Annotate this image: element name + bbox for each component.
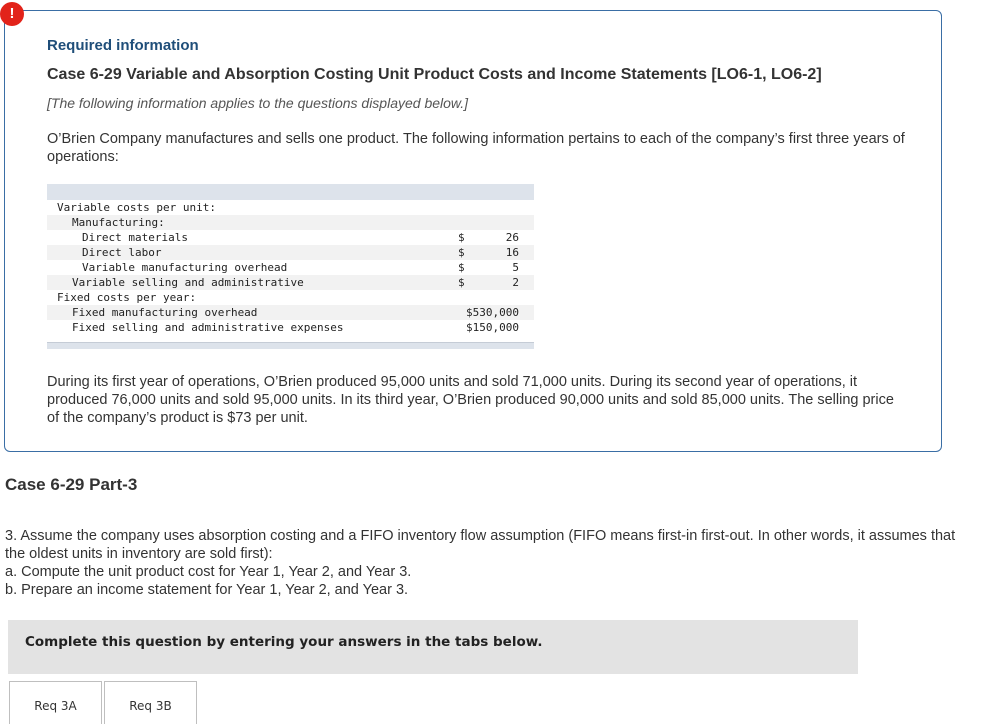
row-value: $150,000 [466, 321, 519, 334]
table-row [47, 290, 534, 305]
question-line: a. Compute the unit product cost for Year 1, Year 2, and Year 3. [5, 564, 412, 580]
table-header-bar [47, 184, 534, 200]
row-label: Fixed manufacturing overhead [72, 306, 258, 319]
case-title: Case 6-29 Variable and Absorption Costing Unit Product Costs and Income Statements [LO6-1, LO6-2] [47, 66, 822, 83]
table-row [47, 230, 534, 245]
question-text [5, 527, 965, 599]
table-row [47, 245, 534, 260]
row-label: Direct materials [82, 231, 188, 244]
tab-req-3a[interactable]: Req 3A [9, 681, 102, 724]
row-label: Variable manufacturing overhead [82, 261, 288, 274]
instructions-banner [8, 620, 858, 674]
row-value: 16 [505, 246, 519, 259]
row-currency: $ [458, 246, 465, 259]
row-currency: $ [458, 276, 465, 289]
row-value: $530,000 [466, 306, 519, 319]
part-title: Case 6-29 Part-3 [5, 475, 138, 494]
row-value: 2 [512, 276, 519, 289]
intro-paragraph: O’Brien Company manufactures and sells one product. The following information pertains to each of the company’s first three years of operations: [47, 131, 905, 165]
row-currency: $ [458, 261, 465, 274]
row-label: Direct labor [82, 246, 162, 259]
table-footer-bar [47, 342, 534, 349]
row-label: Variable selling and administrative [72, 276, 304, 289]
row-value: 26 [505, 231, 519, 244]
row-label: Variable costs per unit: [57, 201, 216, 214]
question-line: b. Prepare an income statement for Year 1, Year 2, and Year 3. [5, 582, 409, 598]
row-label: Fixed costs per year: [57, 291, 197, 304]
operations-paragraph: During its first year of operations, O’Brien produced 95,000 units and sold 71,000 units. During its second year of operations, it produced 76,000 units and sold 95,000 units. In its third year, O’Brien produced 90,000 units and sold 85,000 units. The selling price of the company’s product is $73 per unit. [47, 374, 894, 426]
instructions-text: Complete this question by entering your answers in the tabs below. [25, 634, 543, 650]
table-row [47, 200, 534, 215]
table-row [47, 320, 534, 335]
table-row [47, 260, 534, 275]
required-information-heading: Required information [47, 37, 199, 54]
row-label: Manufacturing: [72, 216, 165, 229]
tab-req-3b[interactable]: Req 3B [104, 681, 197, 724]
row-currency: $ [458, 231, 465, 244]
row-label: Fixed selling and administrative expenses [72, 321, 344, 334]
table-row [47, 275, 534, 290]
row-value: 5 [512, 261, 519, 274]
cost-table [47, 184, 534, 350]
alert-icon: ! [0, 2, 24, 26]
applies-note: [The following information applies to the questions displayed below.] [47, 95, 469, 111]
question-line: 3. Assume the company uses absorption costing and a FIFO inventory flow assumption (FIFO means first-in first-out. In other words, it assumes that the oldest units in inventory are sold first): [5, 528, 956, 562]
table-row [47, 305, 534, 320]
table-row [47, 215, 534, 230]
